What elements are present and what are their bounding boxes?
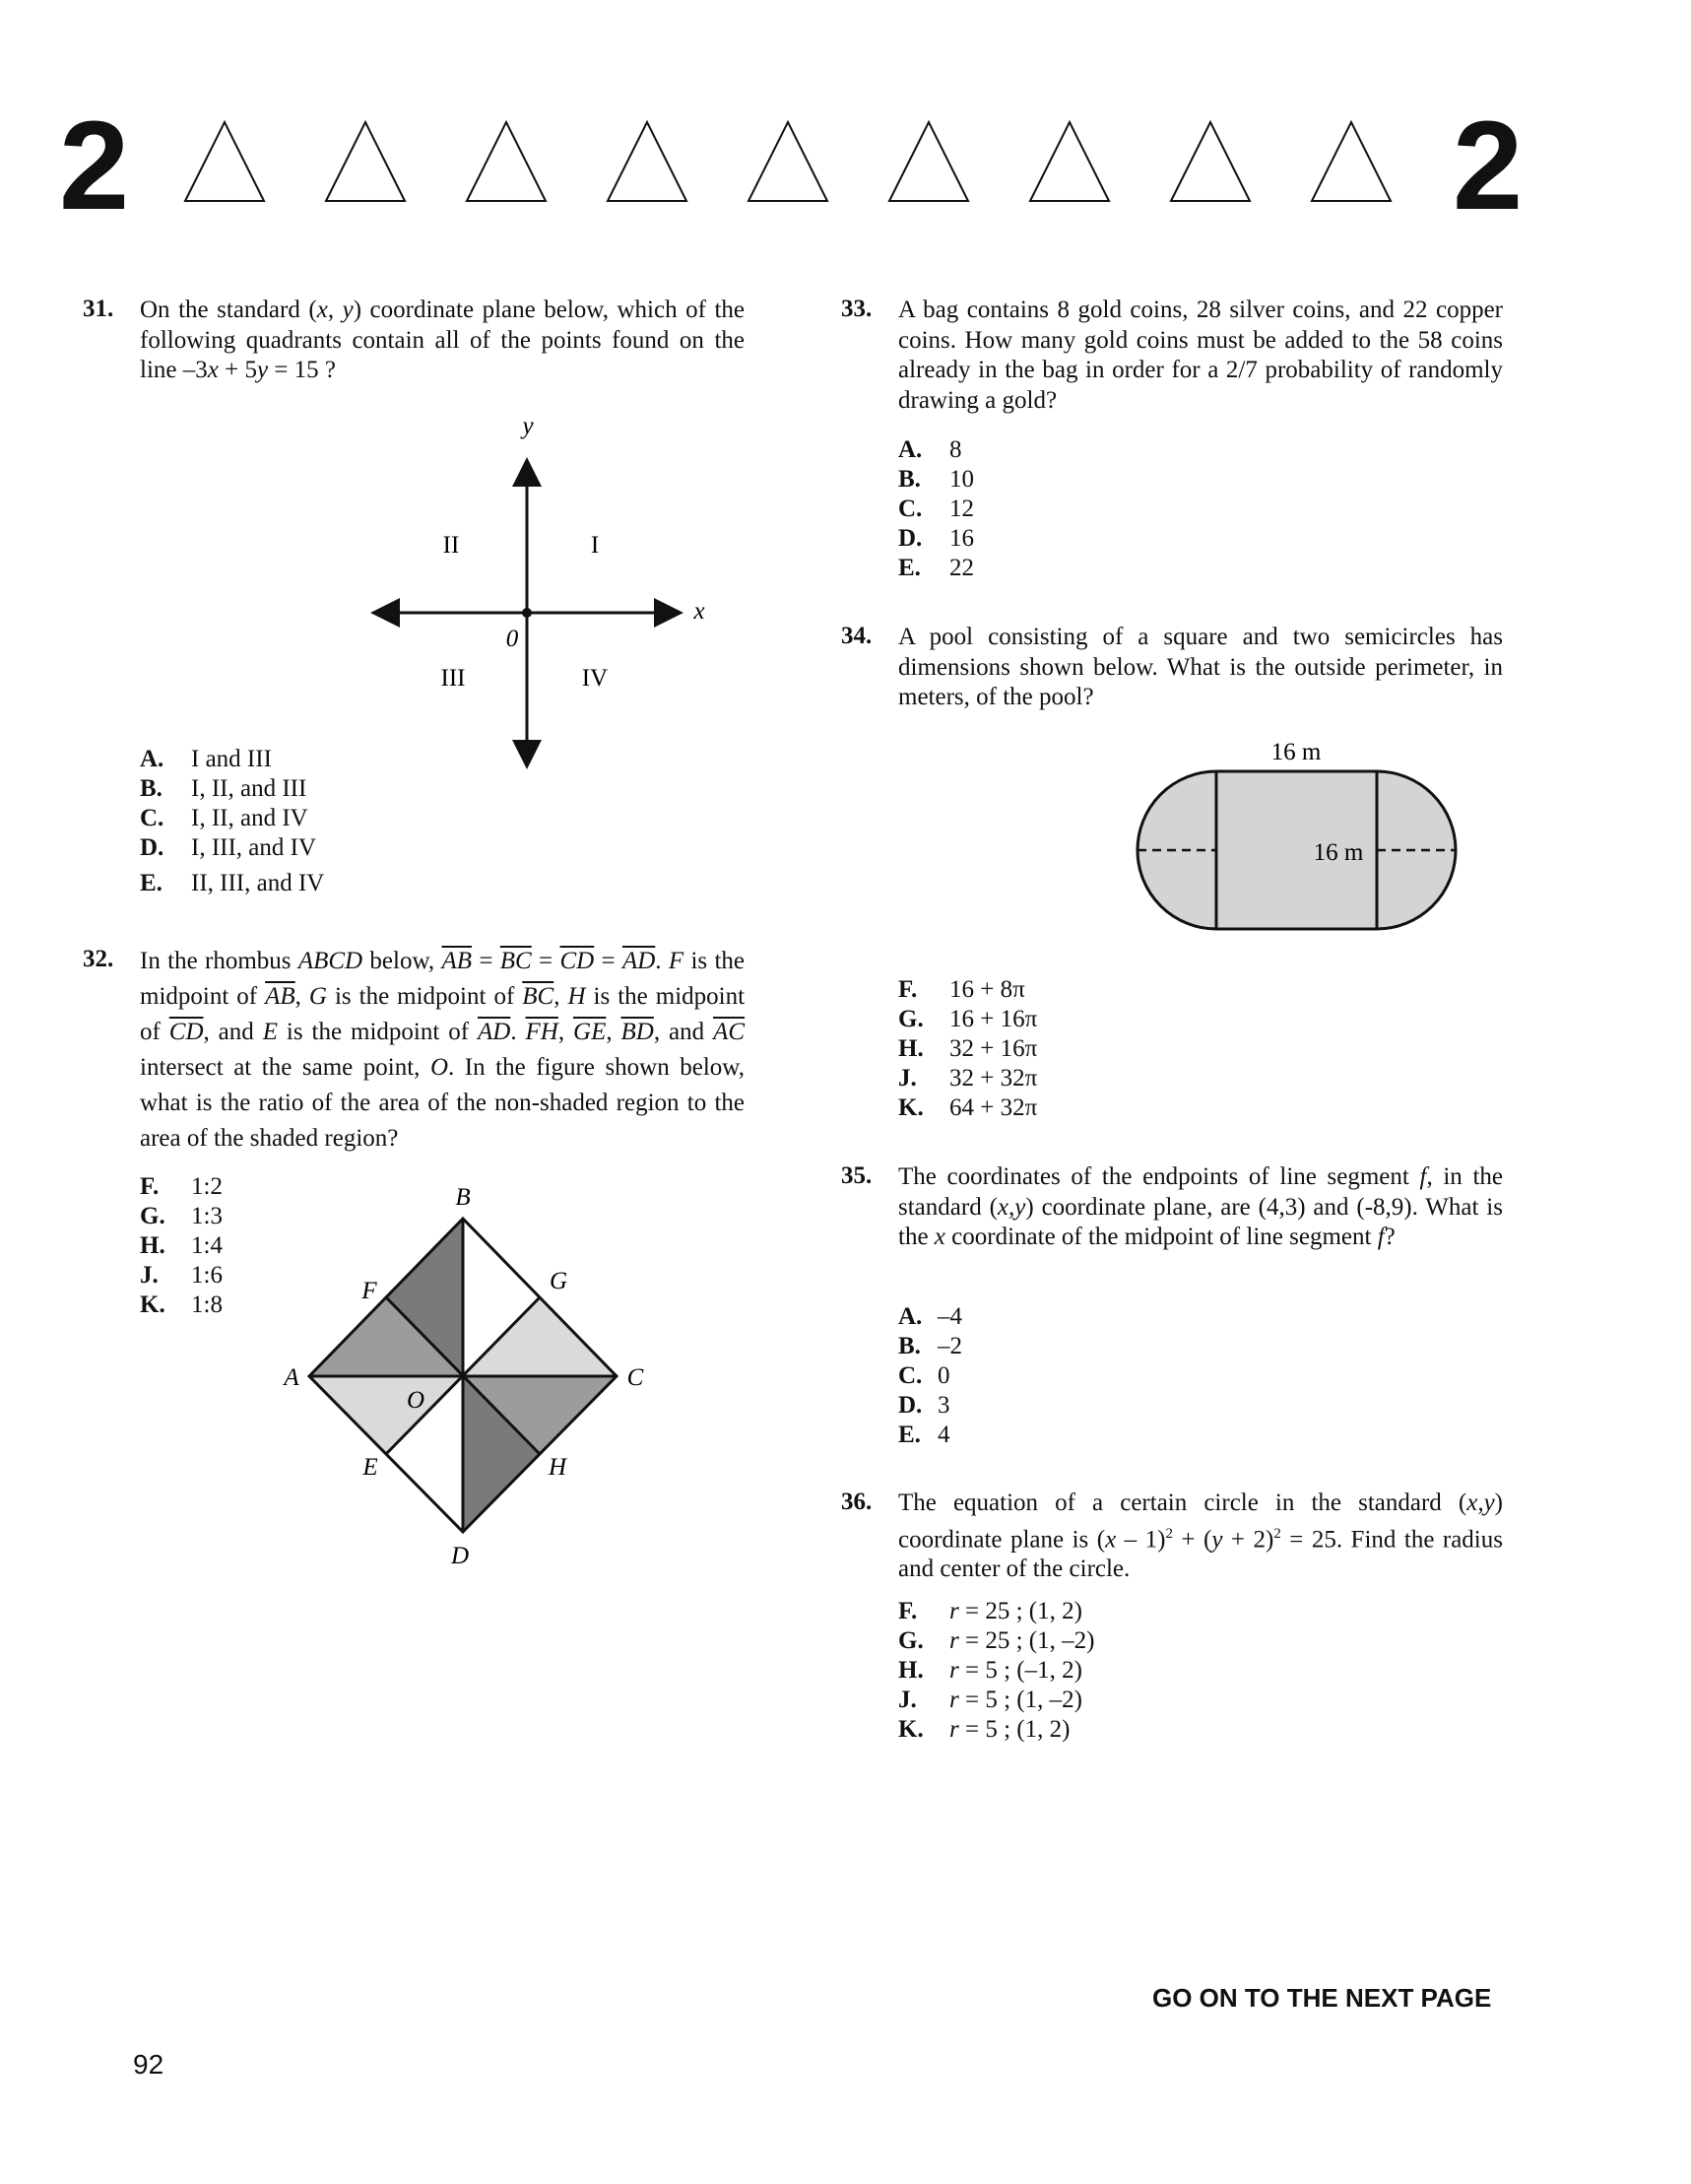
quadrant-ii-label: II (442, 532, 460, 559)
answer-choice[interactable]: A. –4 (898, 1303, 962, 1330)
center-o-label: O (406, 1387, 425, 1414)
section-number-right: 2 (1453, 96, 1524, 236)
answer-choice[interactable]: E. 4 (898, 1422, 950, 1448)
origin-point (522, 608, 532, 618)
answer-choice[interactable]: K. 1:8 (140, 1291, 223, 1318)
answer-choice[interactable]: B. –2 (898, 1333, 962, 1359)
answer-choice[interactable]: J. 32 + 32π (898, 1065, 1038, 1092)
triangle-icon (1030, 122, 1109, 201)
x-axis-label: x (693, 598, 705, 625)
question-34-text: A pool consisting of a square and two semicircles has dimensions shown below. What is the outside perimeter, in meters, of the pool? (898, 624, 1503, 710)
answer-choice[interactable]: C. 12 (898, 496, 974, 522)
origin-label: 0 (505, 626, 519, 652)
answer-choice[interactable]: C. 0 (898, 1362, 950, 1389)
triangle-icon (326, 122, 405, 201)
vertex-a-label: A (284, 1364, 299, 1391)
answer-choice[interactable]: J. 1:6 (140, 1262, 223, 1289)
answer-choice[interactable]: F. r = 25 ; (1, 2) (898, 1598, 1082, 1624)
triangle-icon (608, 122, 686, 201)
question-number: 33. (841, 296, 873, 322)
answer-choice[interactable]: H. r = 5 ; (–1, 2) (898, 1657, 1082, 1684)
point-e-label: E (362, 1454, 378, 1481)
answer-choice[interactable]: A. I and III (140, 746, 272, 772)
answer-choice[interactable]: D. 3 (898, 1392, 950, 1419)
answer-choice[interactable]: B. I, II, and III (140, 775, 307, 802)
triangle-icon (185, 122, 264, 201)
answer-choice[interactable]: H. 32 + 16π (898, 1035, 1038, 1062)
triangle-icon (467, 122, 546, 201)
answer-choice[interactable]: F. 1:2 (140, 1173, 223, 1200)
point-h-label: H (548, 1454, 567, 1481)
answer-choice[interactable]: J. r = 5 ; (1, –2) (898, 1687, 1082, 1713)
question-number: 36. (841, 1489, 873, 1515)
y-axis-label: y (522, 413, 534, 439)
answer-choice[interactable]: K. r = 5 ; (1, 2) (898, 1716, 1071, 1743)
answer-choice[interactable]: H. 1:4 (140, 1232, 223, 1259)
section-number-left: 2 (59, 96, 130, 236)
point-f-label: F (361, 1278, 377, 1304)
rhombus-figure (266, 1177, 660, 1581)
question-32-text: In the rhombus ABCD below, $\overline{AB} = \overline{BC} = \overline{CD} = \overline{AD}$. F is the midpoint of $\overline{AB}$, G is the midpoint of $\overline{BC}$, H is the midpoint of $\overline{CD}$, and E is the midpoint of $\overline{AD}$. $\overline{FH}$, $\overline{GE}$, $\overline{BD}$, and $\overline{AC}$ intersect at the same point, O. In the figure shown below, what is the ratio of the area of the non-shaded region to the area of the shaded region? (140, 948, 746, 1152)
triangle-icon (889, 122, 968, 201)
vertex-d-label: D (450, 1543, 470, 1569)
answer-choice[interactable]: D. 16 (898, 525, 974, 552)
answer-choice[interactable]: C. I, II, and IV (140, 805, 308, 831)
question-36-text: The equation of a certain circle in the standard (x,y) coordinate plane is $(x - 1)^2 + (y + 2)^2 = 25$. Find the radius and center of the circle. (898, 1489, 1503, 1583)
answer-choice[interactable]: K. 64 + 32π (898, 1094, 1038, 1121)
triangle-icon (748, 122, 827, 201)
vertex-b-label: B (455, 1184, 471, 1211)
answer-choice[interactable]: G. r = 25 ; (1, –2) (898, 1627, 1095, 1654)
go-on-next-page: GO ON TO THE NEXT PAGE (1152, 1983, 1492, 2013)
question-number: 35. (841, 1162, 873, 1189)
top-dimension-label: 16 m (1270, 739, 1322, 765)
question-35-text: The coordinates of the endpoints of line segment f, in the standard (x,y) coordinate plane, are (4,3) and (-8,9). What is the x coordinate of the midpoint of line segment f? (898, 1163, 1503, 1250)
pool-figure (1123, 727, 1477, 944)
question-number: 32. (83, 946, 114, 972)
answer-choice[interactable]: F. 16 + 8π (898, 976, 1025, 1003)
answer-choice[interactable]: A. 8 (898, 436, 962, 463)
answer-choice[interactable]: B. 10 (898, 466, 974, 493)
answer-choice[interactable]: D. I, III, and IV (140, 834, 317, 861)
coordinate-plane-figure (355, 404, 729, 778)
question-33-text: A bag contains 8 gold coins, 28 silver coins, and 22 copper coins. How many gold coins must be added to the 58 coins already in the bag in order for a 2/7 probability of randomly drawing a gold? (898, 297, 1503, 414)
answer-choice[interactable]: G. 16 + 16π (898, 1006, 1038, 1032)
page-number: 92 (133, 2049, 164, 2080)
question-number: 31. (83, 296, 114, 322)
point-g-label: G (549, 1268, 568, 1294)
answer-choice[interactable]: E. II, III, and IV (140, 870, 325, 896)
triangle-icon (1171, 122, 1250, 201)
quadrant-iv-label: IV (581, 665, 609, 692)
question-31-text: On the standard (x, y) coordinate plane below, which of the following quadrants contain all of the points found on the line –3x + 5y = 15 ? (140, 297, 746, 383)
question-number: 34. (841, 623, 873, 649)
vertex-c-label: C (626, 1364, 644, 1391)
inner-dimension-label: 16 m (1313, 839, 1364, 866)
quadrant-iii-label: III (440, 665, 466, 692)
answer-choice[interactable]: E. 22 (898, 555, 974, 581)
header-triangle-row (177, 116, 1438, 215)
quadrant-i-label: I (590, 532, 600, 559)
triangle-icon (1312, 122, 1391, 201)
answer-choice[interactable]: G. 1:3 (140, 1203, 223, 1229)
